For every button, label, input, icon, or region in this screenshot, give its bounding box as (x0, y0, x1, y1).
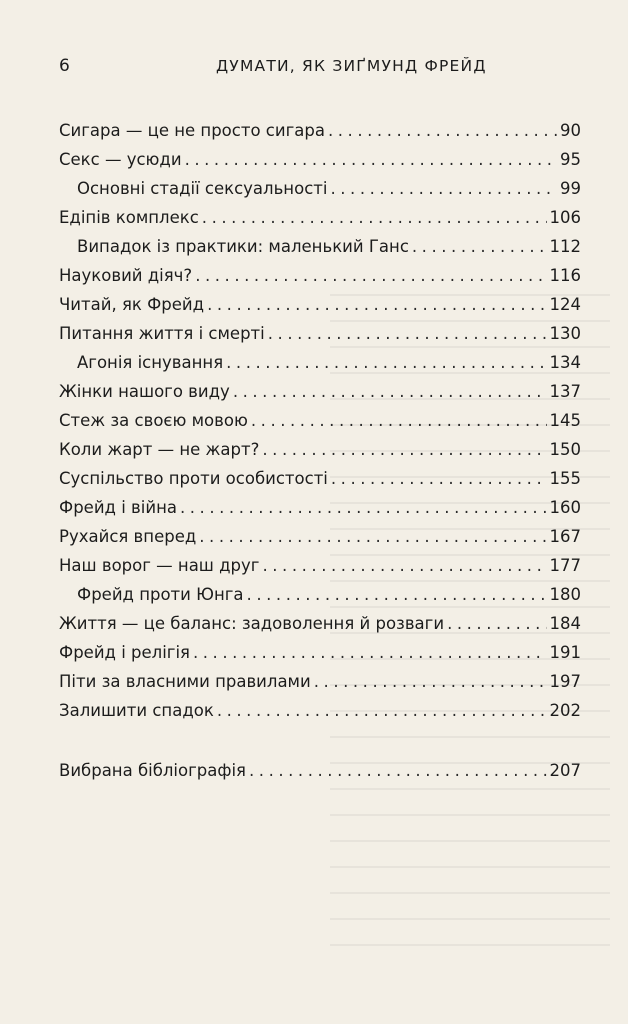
toc-entry-page: 155 (549, 469, 581, 488)
toc-entry[interactable] (59, 667, 581, 696)
toc-entry-title: Життя — це баланс: задоволення й розваги (59, 614, 445, 633)
page-header (59, 56, 592, 80)
toc-entry-title: Секс — усюди (59, 150, 182, 169)
toc-entry-page: 145 (549, 411, 581, 430)
toc-entry-page: 130 (549, 324, 581, 343)
toc-entry-page: 124 (549, 295, 581, 314)
toc-entry[interactable] (59, 435, 581, 464)
dot-leader (447, 609, 546, 638)
dot-leader (262, 551, 546, 580)
dot-leader (251, 406, 547, 435)
toc-entry-title: Суспільство проти особистості (59, 469, 328, 488)
toc-subentry[interactable] (59, 348, 581, 377)
section-spacer (59, 725, 581, 756)
toc-entry-page: 137 (549, 382, 581, 401)
toc-entry[interactable] (59, 406, 581, 435)
toc-entry-title: Науковий діяч? (59, 266, 193, 285)
toc-entry-title: Коли жарт — не жарт? (59, 440, 260, 459)
toc-entry-page: 177 (549, 556, 581, 575)
toc-entry[interactable] (59, 493, 581, 522)
dot-leader (226, 348, 546, 377)
dot-leader (202, 203, 547, 232)
toc-entry-title: Стеж за своєю мовою (59, 411, 248, 430)
toc-entry[interactable] (59, 609, 581, 638)
toc-entry-title: Сигара — це не просто сигара (59, 121, 325, 140)
toc-entry[interactable] (59, 522, 581, 551)
toc-entry-title: Наш ворог — наш друг (59, 556, 260, 575)
dot-leader (268, 319, 547, 348)
dot-leader (180, 493, 547, 522)
dot-leader (412, 232, 547, 261)
toc-entry-title: Основні стадії сексуальності (77, 179, 328, 198)
toc-entry-title: Фрейд і війна (59, 498, 177, 517)
toc-entry-page: 106 (549, 208, 581, 227)
page-number: 6 (59, 56, 71, 76)
toc-entry[interactable] (59, 638, 581, 667)
toc-entry-bibliography[interactable] (59, 756, 581, 785)
toc-entry-page: 116 (549, 266, 581, 285)
toc-entry-title: Агонія існування (77, 353, 224, 372)
toc-entry-page: 150 (549, 440, 581, 459)
toc-entry-title: Залишити спадок (59, 701, 214, 720)
toc-entry[interactable] (59, 116, 581, 145)
toc-entry-page: 180 (549, 585, 581, 604)
dot-leader (185, 145, 557, 174)
toc-entry-page: 197 (549, 672, 581, 691)
toc-entry-title: Вибрана бібліографія (59, 761, 246, 780)
toc-subentry[interactable] (59, 580, 581, 609)
dot-leader (247, 580, 547, 609)
dot-leader (330, 174, 557, 203)
dot-leader (207, 290, 546, 319)
toc-entry-title: Жінки нашого виду (59, 382, 230, 401)
toc-entry-page: 99 (560, 179, 581, 198)
dot-leader (217, 696, 547, 725)
dot-leader (328, 116, 557, 145)
toc-entry-title: Фрейд проти Юнга (77, 585, 244, 604)
toc-entry-title: Фрейд і релігія (59, 643, 190, 662)
toc-entry-page: 95 (560, 150, 581, 169)
toc-entry-page: 160 (549, 498, 581, 517)
dot-leader (233, 377, 547, 406)
dot-leader (193, 638, 547, 667)
toc-entry-page: 90 (560, 121, 581, 140)
dot-leader (314, 667, 547, 696)
toc-entry-page: 184 (549, 614, 581, 633)
toc-subentry[interactable] (59, 174, 581, 203)
toc-entry[interactable] (59, 290, 581, 319)
toc-subentry[interactable] (59, 232, 581, 261)
toc-entry-title: Піти за власними правилами (59, 672, 311, 691)
toc-entry-page: 112 (549, 237, 581, 256)
toc-entry-title: Едіпів комплекс (59, 208, 199, 227)
dot-leader (249, 756, 547, 785)
toc-entry[interactable] (59, 377, 581, 406)
toc-entry-page: 207 (549, 761, 581, 780)
toc-entry[interactable] (59, 464, 581, 493)
dot-leader (331, 464, 547, 493)
toc-entry-page: 134 (549, 353, 581, 372)
toc-entry[interactable] (59, 261, 581, 290)
toc-entry-title: Читай, як Фрейд (59, 295, 205, 314)
toc-entry-page: 202 (549, 701, 581, 720)
toc-entry-page: 167 (549, 527, 581, 546)
toc-entry[interactable] (59, 145, 581, 174)
table-of-contents (59, 116, 581, 785)
toc-entry-title: Питання життя і смерті (59, 324, 265, 343)
toc-entry-title: Випадок із практики: маленький Ганс (77, 237, 409, 256)
toc-entry[interactable] (59, 319, 581, 348)
dot-leader (195, 261, 546, 290)
dot-leader (262, 435, 546, 464)
running-title: ДУМАТИ, ЯК ЗИҐМУНД ФРЕЙД (216, 57, 487, 75)
toc-entry[interactable] (59, 551, 581, 580)
toc-entry-page: 191 (549, 643, 581, 662)
toc-entry[interactable] (59, 696, 581, 725)
dot-leader (199, 522, 546, 551)
toc-entry[interactable] (59, 203, 581, 232)
toc-entry-title: Рухайся вперед (59, 527, 197, 546)
